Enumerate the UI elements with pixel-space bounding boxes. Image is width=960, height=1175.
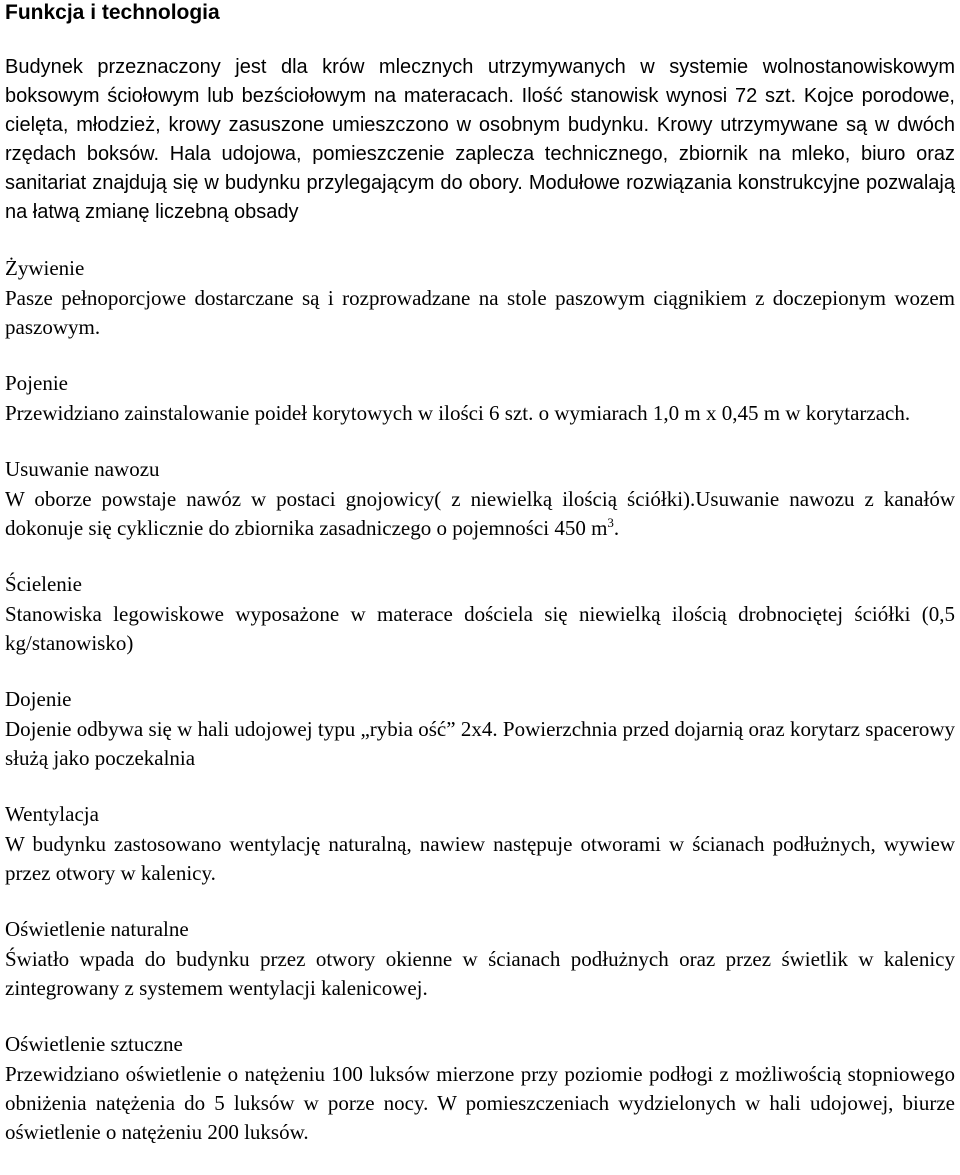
section-wentylacja <box>5 800 955 888</box>
section-text: Przewidziano zainstalowanie poideł korytowych w ilości 6 szt. o wymiarach 1,0 m x 0,45 m w korytarzach. <box>5 401 911 425</box>
section-text: Pasze pełnoporcjowe dostarczane są i rozprowadzane na stole paszowym ciągnikiem z doczepionym wozem paszowym. <box>5 286 955 339</box>
section-heading: Ścielenie <box>5 572 82 596</box>
section-text: Światło wpada do budynku przez otwory okienne w ścianach podłużnych oraz przez świetlik w kalenicy zintegrowany z systemem wentylacji kalenicowej. <box>5 947 955 1000</box>
section-text: Przewidziano oświetlenie o natężeniu 100 luksów mierzone przy poziomie podłogi z możliwością stopniowego obniżenia natężenia do 5 luksów w porze nocy. W pomieszczeniach wydzielonych w hali udojowej, biurze oświetlenie o natężeniu 200 luksów. <box>5 1062 955 1144</box>
section-oswietlenie-naturalne <box>5 915 955 1003</box>
superscript: 3 <box>607 515 614 530</box>
section-heading: Dojenie <box>5 687 72 711</box>
section-heading: Usuwanie nawozu <box>5 457 160 481</box>
section-oswietlenie-sztuczne <box>5 1030 955 1147</box>
document-page <box>5 0 955 1147</box>
section-heading: Oświetlenie naturalne <box>5 917 189 941</box>
section-pojenie <box>5 369 955 428</box>
section-heading: Wentylacja <box>5 802 99 826</box>
section-text-end: . <box>613 516 620 540</box>
section-dojenie <box>5 685 955 773</box>
section-text: Dojenie odbywa się w hali udojowej typu „rybia ość” 2x4. Powierzchnia przed dojarnią oraz korytarz spacerowy służą jako poczekalnia <box>5 717 955 770</box>
section-heading: Żywienie <box>5 256 85 280</box>
section-text-body: W oborze powstaje nawóz w postaci gnojowicy( z niewielką ilością ściółki).Usuwanie nawozu z kanałów dokonuje się cyklicznie do zbiornika zasadniczego o pojemności 450 m <box>5 487 955 540</box>
document-title: Funkcja i technologia <box>5 1 220 24</box>
section-heading: Oświetlenie sztuczne <box>5 1032 183 1056</box>
section-text: W budynku zastosowano wentylację naturalną, nawiew następuje otworami w ścianach podłużnych, wywiew przez otwory w kalenicy. <box>5 832 955 885</box>
section-usuwanie-nawozu <box>5 455 955 543</box>
intro-paragraph: Budynek przeznaczony jest dla krów mlecznych utrzymywanych w systemie wolnostanowiskowym boksowym ściołowym lub bezściołowym na materacach. Ilość stanowisk wynosi 72 szt. Kojce porodowe, cielęta, młodzież, krowy zasuszone umieszczono w osobnym budynku. Krowy utrzymywane są w dwóch rzędach boksów. Hala udojowa, pomieszczenie zaplecza technicznego, zbiornik na mleko, biuro oraz sanitariat znajdują się w budynku przylegającym do obory. Modułowe rozwiązania konstrukcyjne pozwalają na łatwą zmianę liczebną obsady <box>5 56 955 223</box>
section-heading: Pojenie <box>5 371 68 395</box>
section-text: Stanowiska legowiskowe wyposażone w materace dościela się niewielką ilością drobnociętej ściółki (0,5 kg/stanowisko) <box>5 602 955 655</box>
section-scielenie <box>5 570 955 658</box>
section-text <box>5 485 955 543</box>
section-zywienie <box>5 254 955 342</box>
